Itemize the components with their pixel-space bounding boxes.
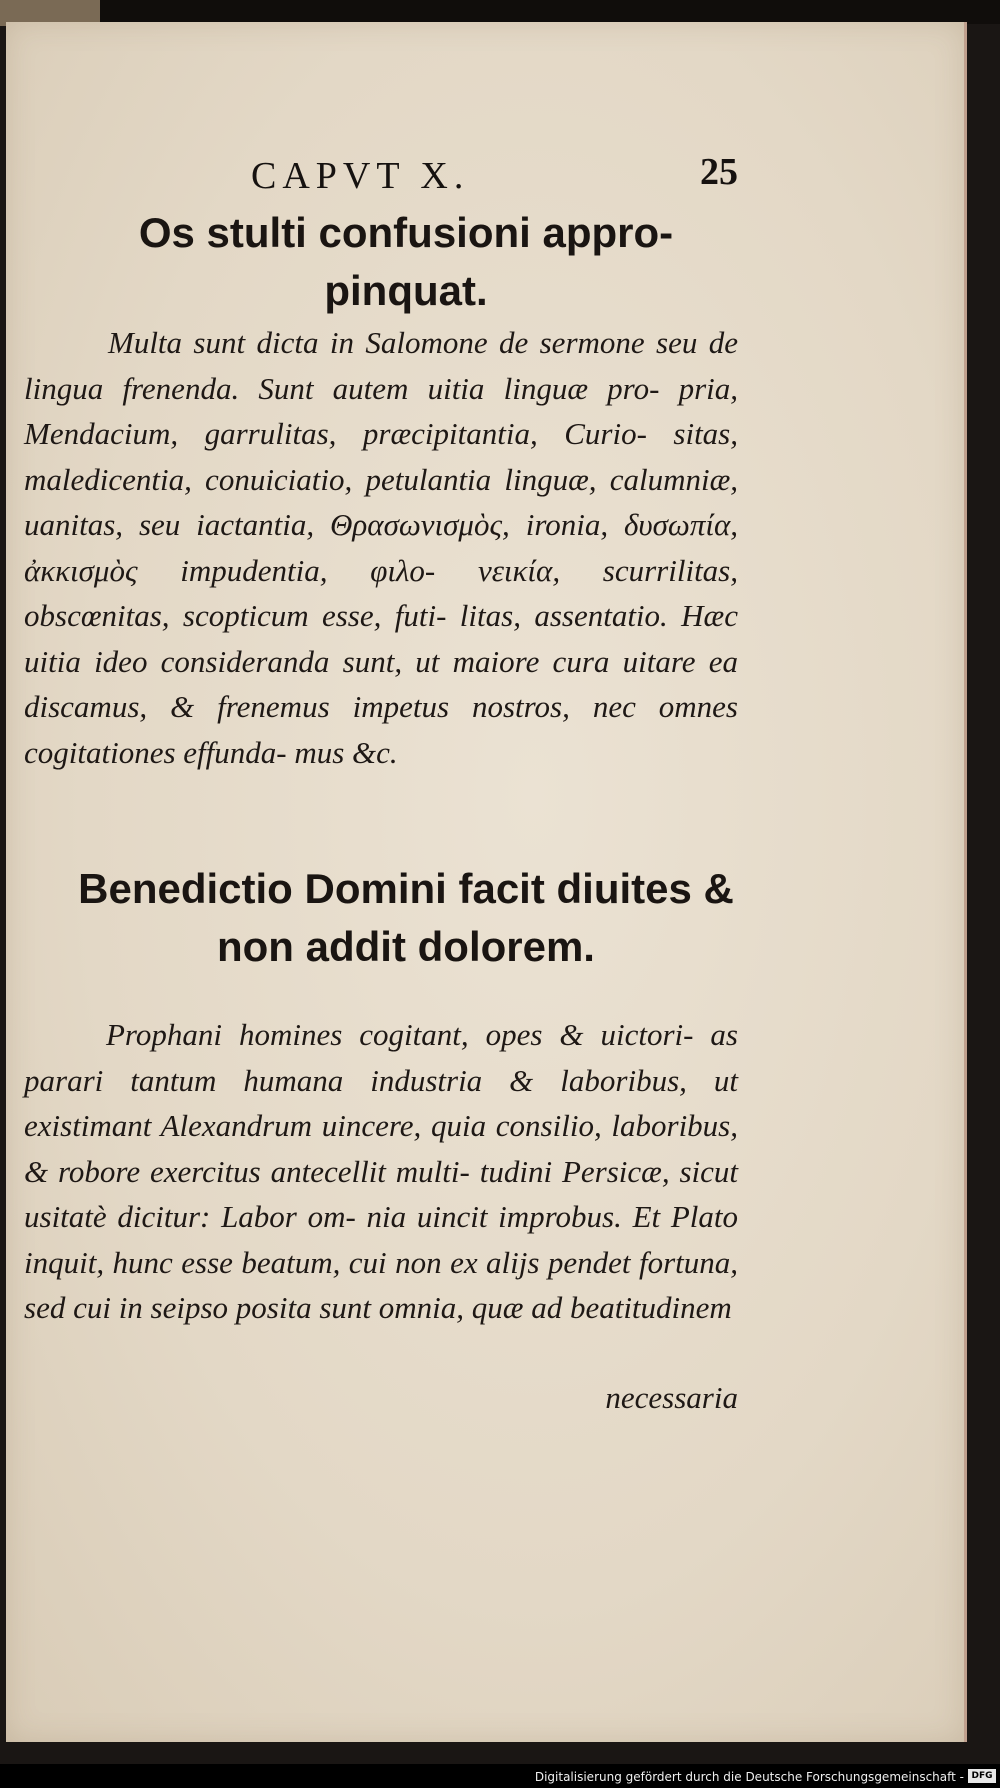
- running-head: CAPVT X.: [251, 155, 470, 197]
- section-heading-1: Os stulti confusioni appro- pinquat.: [138, 209, 674, 314]
- section-body-2: Prophani homines cogitant, opes & uictori- as parari tantum humana industria & laboribus, ut existimant Alexandrum uincere, quia consilio, laboribus, & robore exercitus antecellit multi- tudini Persicæ, sicut usitatè dicitur: Labor om- nia uincit improbus. Et Plato inquit, hunc esse beatum, cui non ex alijs pendet fortuna, sed cui in seipso posita sunt omnia, quæ ad beatitudinem: [24, 1017, 738, 1325]
- footer-credit: Digitalisierung gefördert durch die Deutsche Forschungsgemeinschaft -: [534, 1770, 964, 1784]
- catchword: necessaria: [605, 1380, 738, 1415]
- scan-top-border: [0, 0, 1000, 24]
- book-page: [6, 22, 967, 1742]
- dfg-logo: DFG: [968, 1769, 996, 1783]
- section-heading-2: Benedictio Domini facit diuites & non addit dolorem.: [78, 865, 734, 970]
- page-number: 25: [700, 151, 738, 193]
- section-body-1: Multa sunt dicta in Salomone de sermone seu de lingua frenenda. Sunt autem uitia linguæ pro- pria, Mendacium, garrulitas, præcipitantia, Curio- sitas, maledicentia, conuiciatio, petulantia linguæ, calumniæ, uanitas, seu iactantia, Θρασωνισμὸς, ironia, δυσωπία, ἀκκισμὸς impudentia, φιλο- νεικία, scurrilitas, obscœnitas, scopticum esse, futi- litas, assentatio. Hæc uitia ideo consideranda sunt, ut maiore cura uitare ea discamus, & frenemus impetus nostros, nec omnes cogitationes effunda- mus &c.: [24, 325, 738, 770]
